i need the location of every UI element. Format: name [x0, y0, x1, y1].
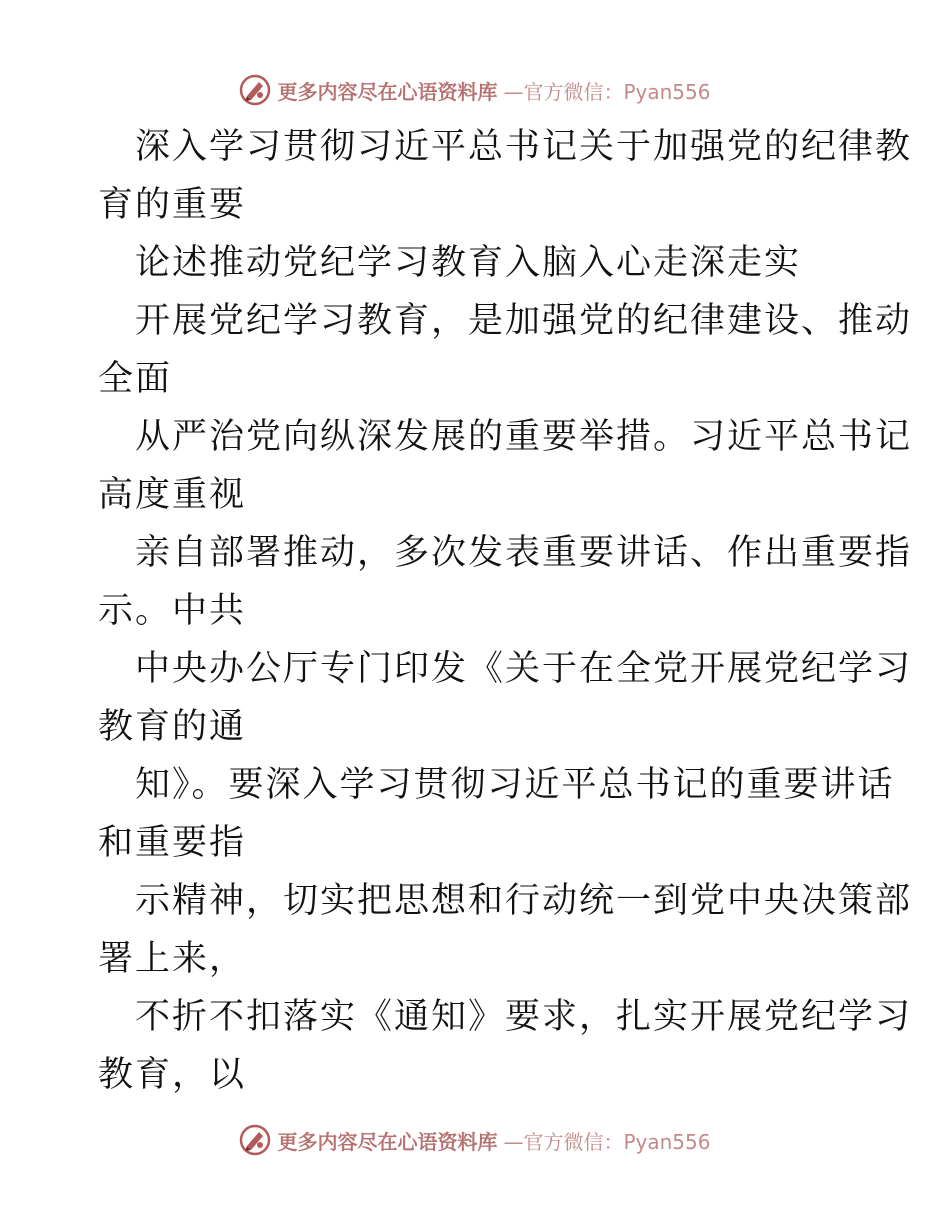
- body-line: 不折不扣落实《通知》要求，扎实开展党纪学习: [135, 997, 913, 1037]
- body-line: 从严治党向纵深发展的重要举措。习近平总书记: [135, 417, 913, 457]
- body-line: 教育，以: [98, 1055, 247, 1095]
- body-line: 论述推动党纪学习教育入脑入心走深走实: [135, 243, 802, 283]
- pen-logo-icon: [239, 74, 271, 106]
- body-line: 和重要指: [98, 823, 247, 863]
- body-line: 知》。要深入学习贯彻习近平总书记的重要讲话: [135, 765, 895, 805]
- footer-banner: [0, 1120, 950, 1160]
- footer-banner-wechat: —官方微信：Pyan556: [503, 1129, 711, 1154]
- body-line: 高度重视: [98, 475, 247, 515]
- body-line: 育的重要: [98, 185, 247, 225]
- body-line: 示。中共: [98, 591, 247, 631]
- body-line: 全面: [98, 359, 173, 399]
- body-line: 示精神，切实把思想和行动统一到党中央决策部: [135, 881, 913, 921]
- body-line: 开展党纪学习教育，是加强党的纪律建设、推动: [135, 301, 913, 341]
- body-line: 深入学习贯彻习近平总书记关于加强党的纪律教: [135, 127, 913, 167]
- body-line: 教育的通: [98, 707, 247, 747]
- header-banner: [0, 70, 950, 110]
- pen-logo-icon: [239, 1124, 271, 1156]
- body-line: 署上来，: [98, 939, 247, 979]
- footer-banner-text: 更多内容尽在心语资料库: [277, 1129, 498, 1154]
- header-banner-wechat: —官方微信：Pyan556: [503, 79, 711, 104]
- body-line: 亲自部署推动，多次发表重要讲话、作出重要指: [135, 533, 913, 573]
- header-banner-text: 更多内容尽在心语资料库: [277, 79, 498, 104]
- document-body: [98, 118, 913, 1104]
- body-line: 中央办公厅专门印发《关于在全党开展党纪学习: [135, 649, 913, 689]
